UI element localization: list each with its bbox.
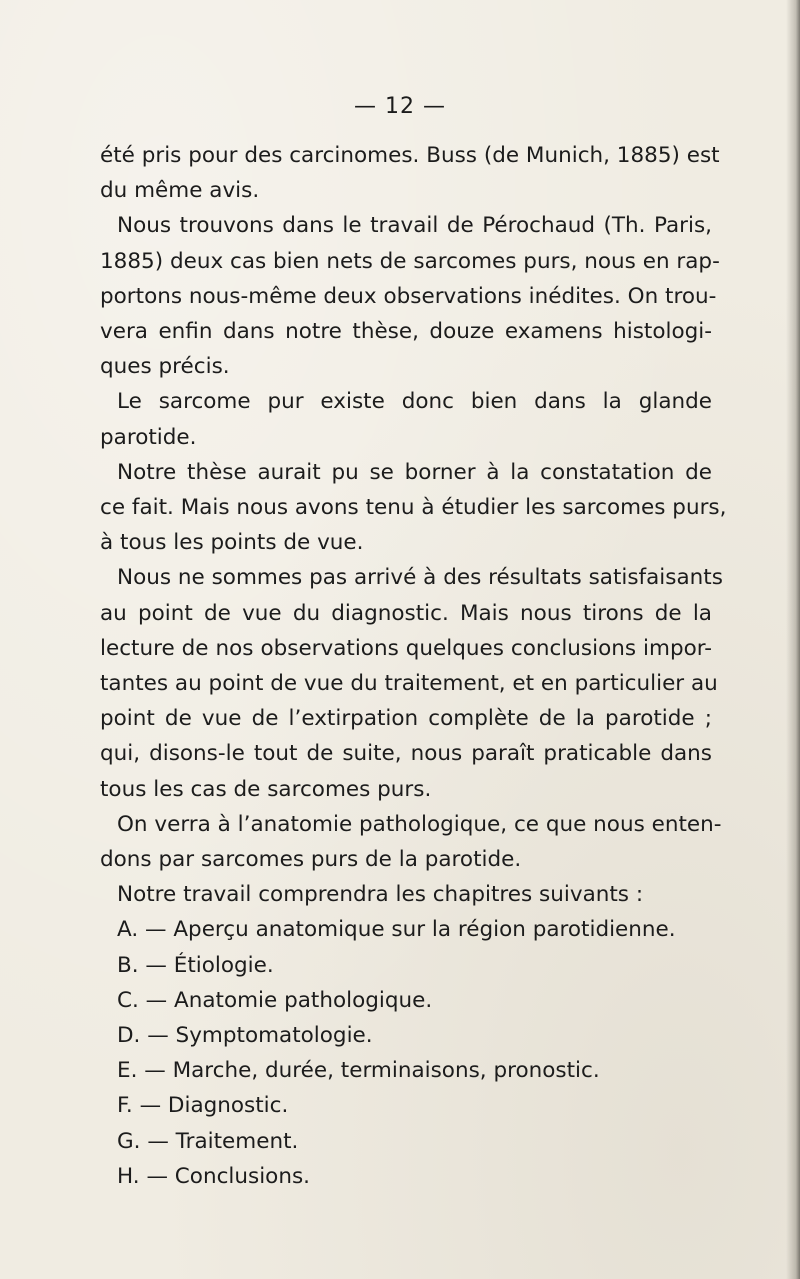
text-line: Nous trouvons dans le travail de Pérochaud (Th. Paris, bbox=[117, 213, 712, 239]
text-line: au point de vue du diagnostic. Mais nous tirons de la bbox=[100, 600, 712, 626]
chapter-item: H. — Conclusions. bbox=[117, 1163, 310, 1189]
chapter-item: A. — Aperçu anatomique sur la région parotidienne. bbox=[117, 917, 676, 943]
text-line: Notre thèse aurait pu se borner à la constatation de bbox=[117, 459, 712, 485]
text-line: portons nous-même deux observations inédites. On trou- bbox=[100, 283, 717, 309]
text-line: du même avis. bbox=[100, 178, 260, 204]
chapter-item: F. — Diagnostic. bbox=[117, 1093, 289, 1119]
text-line: 1885) deux cas bien nets de sarcomes purs, nous en rap- bbox=[100, 248, 720, 274]
chapter-item: C. — Anatomie pathologique. bbox=[117, 987, 433, 1013]
chapter-item: G. — Traitement. bbox=[117, 1128, 299, 1154]
text-line: Nous ne sommes pas arrivé à des résultats satisfaisants bbox=[117, 565, 723, 591]
page-edge-shadow bbox=[786, 0, 800, 1279]
chapter-list bbox=[100, 912, 712, 1194]
chapter-item: B. — Étiologie. bbox=[117, 952, 274, 978]
paragraph-lines bbox=[100, 138, 727, 912]
text-line: à tous les points de vue. bbox=[100, 530, 364, 556]
chapter-item: E. — Marche, durée, terminaisons, pronostic. bbox=[117, 1058, 600, 1084]
text-line: Notre travail comprendra les chapitres suivants : bbox=[117, 882, 644, 908]
text-line: point de vue de l’extirpation complète de la parotide ; bbox=[100, 706, 712, 732]
text-line: Le sarcome pur existe donc bien dans la glande bbox=[117, 389, 712, 415]
text-line: tantes au point de vue du traitement, et en particulier au bbox=[100, 671, 718, 697]
text-line: tous les cas de sarcomes purs. bbox=[100, 776, 432, 802]
text-line: ce fait. Mais nous avons tenu à étudier les sarcomes purs, bbox=[100, 495, 727, 521]
text-line: qui, disons-le tout de suite, nous paraît praticable dans bbox=[100, 741, 712, 767]
chapter-item: D. — Symptomatologie. bbox=[117, 1023, 373, 1049]
text-line: parotide. bbox=[100, 424, 197, 450]
page-number: — 12 — bbox=[354, 94, 446, 119]
body-text bbox=[100, 138, 727, 1194]
text-line: ques précis. bbox=[100, 354, 230, 380]
text-line: dons par sarcomes purs de la parotide. bbox=[100, 847, 522, 873]
text-line: lecture de nos observations quelques conclusions impor- bbox=[100, 635, 712, 661]
text-line: vera enfin dans notre thèse, douze examens histologi- bbox=[100, 319, 712, 345]
text-line: On verra à l’anatomie pathologique, ce que nous enten- bbox=[117, 811, 722, 837]
text-line: été pris pour des carcinomes. Buss (de Munich, 1885) est bbox=[100, 143, 720, 168]
